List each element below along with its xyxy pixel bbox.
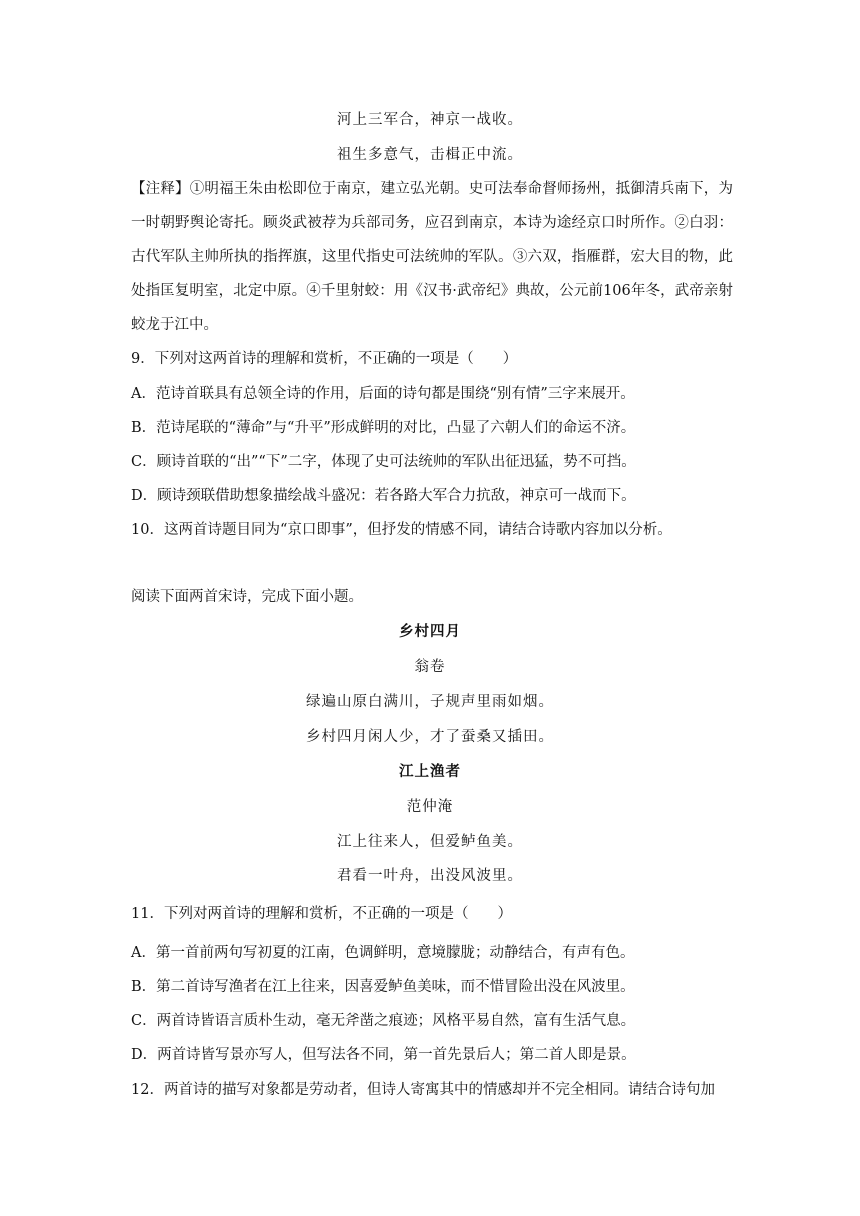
section-intro: 阅读下面两首宋诗，完成下面小题。 — [131, 589, 363, 605]
poem-1-title: 乡村四月 — [399, 623, 461, 640]
question-11-stem: 11．下列对两首诗的理解和赏析，不正确的一项是（ ） — [131, 906, 512, 922]
question-11-option-c: C．两首诗皆语言质朴生动，毫无斧凿之痕迹；风格平易自然，富有生活气息。 — [131, 1013, 636, 1029]
poem-2-line: 江上往来人，但爱鲈鱼美。 — [337, 834, 523, 850]
poem-1-line: 乡村四月闲人少，才了蚕桑又插田。 — [306, 729, 554, 745]
poem-2-title: 江上渔者 — [399, 763, 461, 780]
poem-line: 祖生多意气，击楫正中流。 — [337, 147, 523, 163]
question-9-option-d: D．顾诗颈联借助想象描绘战斗盛况：若各路大军合力抗敌，神京可一战而下。 — [131, 488, 636, 504]
question-11-option-d: D．两首诗皆写景亦写人，但写法各不同，第一首先景后人；第二首人即是景。 — [131, 1047, 636, 1063]
question-11-option-b: B．第二首诗写渔者在江上往来，因喜爱鲈鱼美味，而不惜冒险出没在风波里。 — [131, 979, 635, 995]
annotation-paragraph: 【注释】①明福王朱由松即位于南京，建立弘光朝。史可法奉命督师扬州，抵御清兵南下，为一时朝野舆论寄托。顾炎武被荐为兵部司务，应召到南京，本诗为途经京口时所作。②白羽：古代军队主帅所执的指挥旗，这里代指史可法统帅的军队。③六双，指雁群，宏大目的物，此处指匡复明室，北定中原。④千里射蛟：用《汉书·武帝纪》典故，公元前106年冬，武帝亲射蛟龙于江中。 — [131, 181, 733, 333]
question-9-stem: 9．下列对这两首诗的理解和赏析，不正确的一项是（ ） — [131, 351, 518, 367]
poem-line: 河上三军合，神京一战收。 — [337, 112, 523, 128]
question-10: 10．这两首诗题目同为“京口即事”，但抒发的情感不同，请结合诗歌内容加以分析。 — [131, 522, 672, 538]
question-9-option-b: B．范诗尾联的“薄命”与“升平”形成鲜明的对比，凸显了六朝人们的命运不济。 — [131, 420, 636, 436]
poem-2-line: 君看一叶舟，出没风波里。 — [337, 868, 523, 884]
question-9-option-c: C．顾诗首联的“出”“下”二字，体现了史可法统帅的军队出征迅猛，势不可挡。 — [131, 454, 636, 470]
question-11-option-a: A．第一首前两句写初夏的江南，色调鲜明，意境朦胧；动静结合，有声有色。 — [131, 945, 635, 961]
question-9-option-a: A．范诗首联具有总领全诗的作用，后面的诗句都是围绕“别有情”三字来展开。 — [131, 386, 635, 402]
poem-1-line: 绿遍山原白满川，子规声里雨如烟。 — [306, 694, 554, 710]
question-12: 12．两首诗的描写对象都是劳动者，但诗人寄寓其中的情感却并不完全相同。请结合诗句加 — [131, 1082, 715, 1098]
poem-2-author: 范仲淹 — [406, 799, 454, 815]
poem-1-author: 翁卷 — [414, 659, 446, 675]
